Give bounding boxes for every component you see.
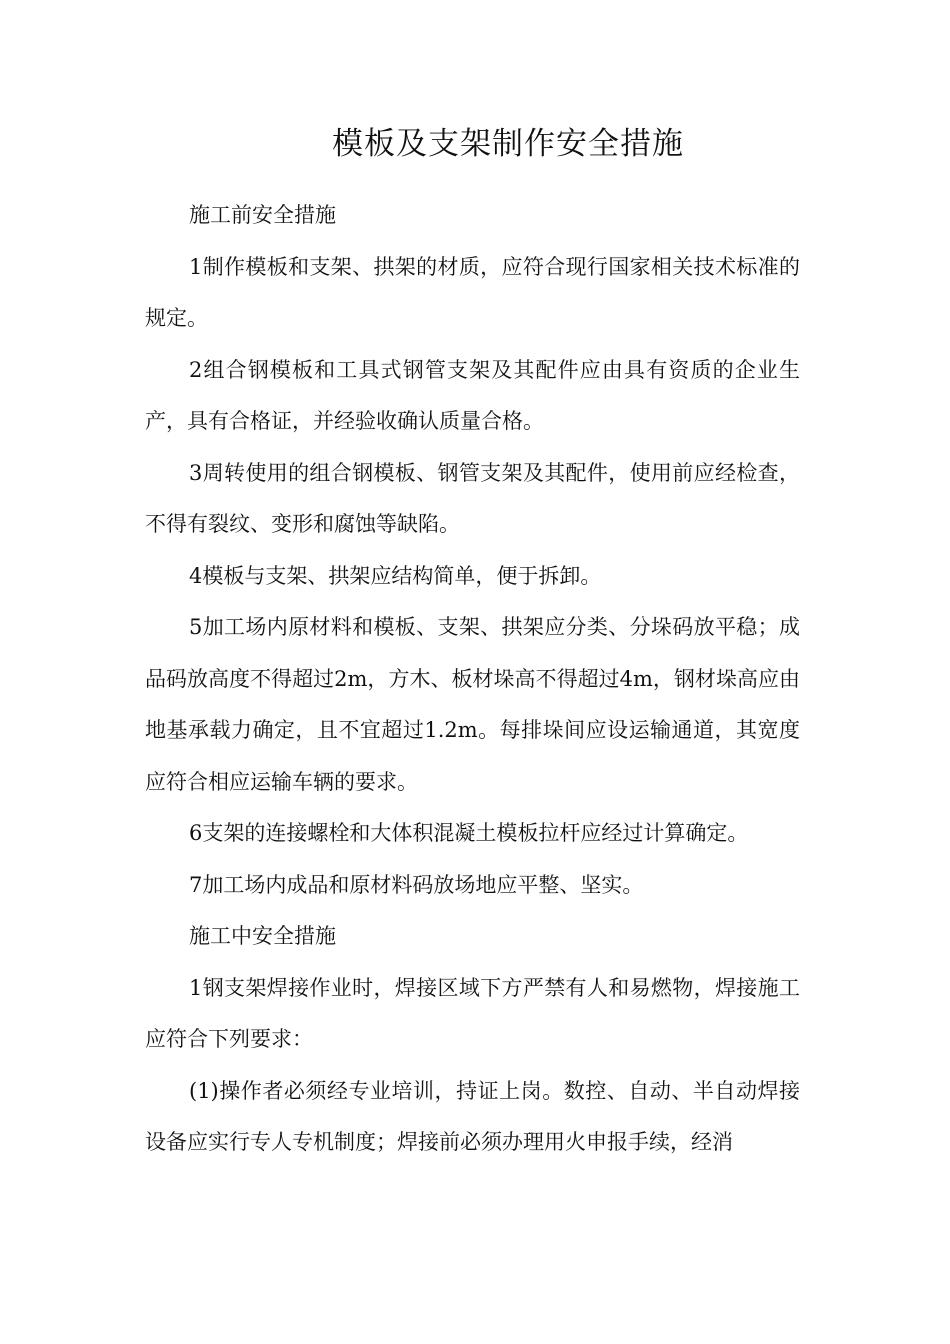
paragraph-welding-sub-1: (1)操作者必须经专业培训，持证上岗。数控、自动、半自动焊接设备应实行专人专机制度；焊接前必须办理用火申报手续，经消 xyxy=(145,1078,800,1154)
paragraph-item-4: 4模板与支架、拱架应结构简单，便于拆卸。 xyxy=(189,563,602,588)
section-heading-during-construction: 施工中安全措施 xyxy=(189,924,336,948)
paragraph-item-2: 2组合钢模板和工具式钢管支架及其配件应由具有资质的企业生产，具有合格证，并经验收确认质量合格。 xyxy=(145,357,800,433)
paragraph-item-1: 1制作模板和支架、拱架的材质，应符合现行国家相关技术标准的规定。 xyxy=(145,254,800,330)
paragraph-item-6: 6支架的连接螺栓和大体积混凝土模板拉杆应经过计算确定。 xyxy=(189,821,749,845)
document-title: 模板及支架制作安全措施 xyxy=(332,126,684,162)
paragraph-item-7: 7加工场内成品和原材料码放场地应平整、坚实。 xyxy=(189,872,644,897)
section-heading-before-construction: 施工前安全措施 xyxy=(189,203,336,227)
paragraph-item-3: 3周转使用的组合钢模板、钢管支架及其配件，使用前应经检查，不得有裂纹、变形和腐蚀等缺陷。 xyxy=(145,460,800,536)
document-body xyxy=(145,190,800,1169)
paragraph-welding-1: 1钢支架焊接作业时，焊接区域下方严禁有人和易燃物，焊接施工应符合下列要求： xyxy=(145,975,800,1051)
paragraph-item-5: 5加工场内原材料和模板、支架、拱架应分类、分垛码放平稳；成品码放高度不得超过2m，方木、板材垛高不得超过4m，钢材垛高应由地基承载力确定，且不宜超过1.2m。每排垛间应设运输通道，其宽度应符合相应运输车辆的要求。 xyxy=(145,615,800,794)
